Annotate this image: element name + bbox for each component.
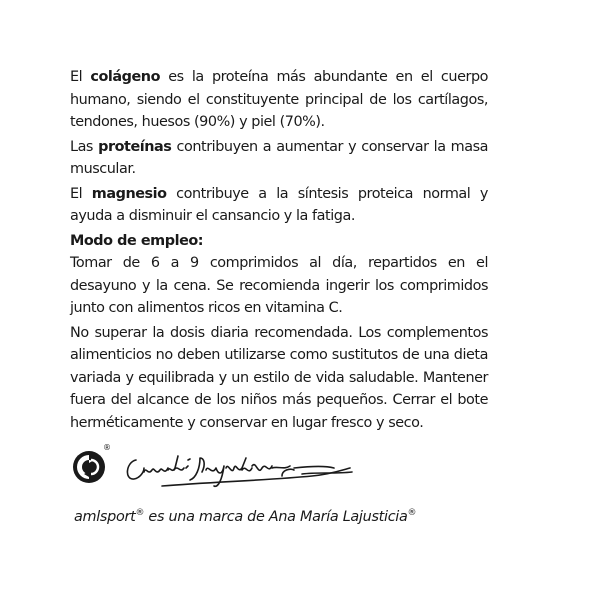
owner-registered-mark: ® (407, 508, 417, 518)
signature-logo (122, 446, 382, 496)
logo-row (72, 443, 372, 496)
collagen-term: colágeno (90, 69, 161, 85)
warning-paragraph: No superar la dosis diaria recomendada. Los complementos alimenticios no deben utilizarse como sustitutos de una dieta variada y equilibrada y un estilo de vida saludable. Mantener fuera del alcance de los niños más pequeños. Cerrar el bote herméticamente y conservar en lugar fresco y seco. (70, 324, 488, 431)
magnesium-term: magnesio (91, 185, 167, 202)
brand-name: amlsport (74, 508, 136, 525)
magnesium-paragraph: El magnesio contribuye a la síntesis proteica normal y ayuda a disminuir el cansancio y la fatiga. (70, 185, 488, 224)
green-dot-icon (72, 450, 106, 484)
product-description (70, 66, 488, 436)
usage-paragraph: Tomar de 6 a 9 comprimidos al día, repartidos en el desayuno y la cena. Se recomienda ingerir los comprimidos junto con alimentos ricos en vitamina C. (70, 255, 488, 316)
brand-statement (74, 508, 416, 525)
proteins-term: proteínas (98, 138, 172, 155)
brand-owner-text: es una marca de Ana María Lajusticia (144, 508, 408, 525)
usage-heading: Modo de empleo: (70, 232, 204, 249)
brand-registered-mark: ® (135, 508, 145, 518)
registered-mark: ® (103, 443, 111, 452)
proteins-paragraph: Las proteínas contribuyen a aumentar y conservar la masa muscular. (70, 138, 489, 177)
collagen-paragraph: El colágeno es la proteína más abundante en el cuerpo humano, siendo el constituyente principal de los cartílagos, tendones, huesos (90%) y piel (70%). (70, 69, 488, 130)
